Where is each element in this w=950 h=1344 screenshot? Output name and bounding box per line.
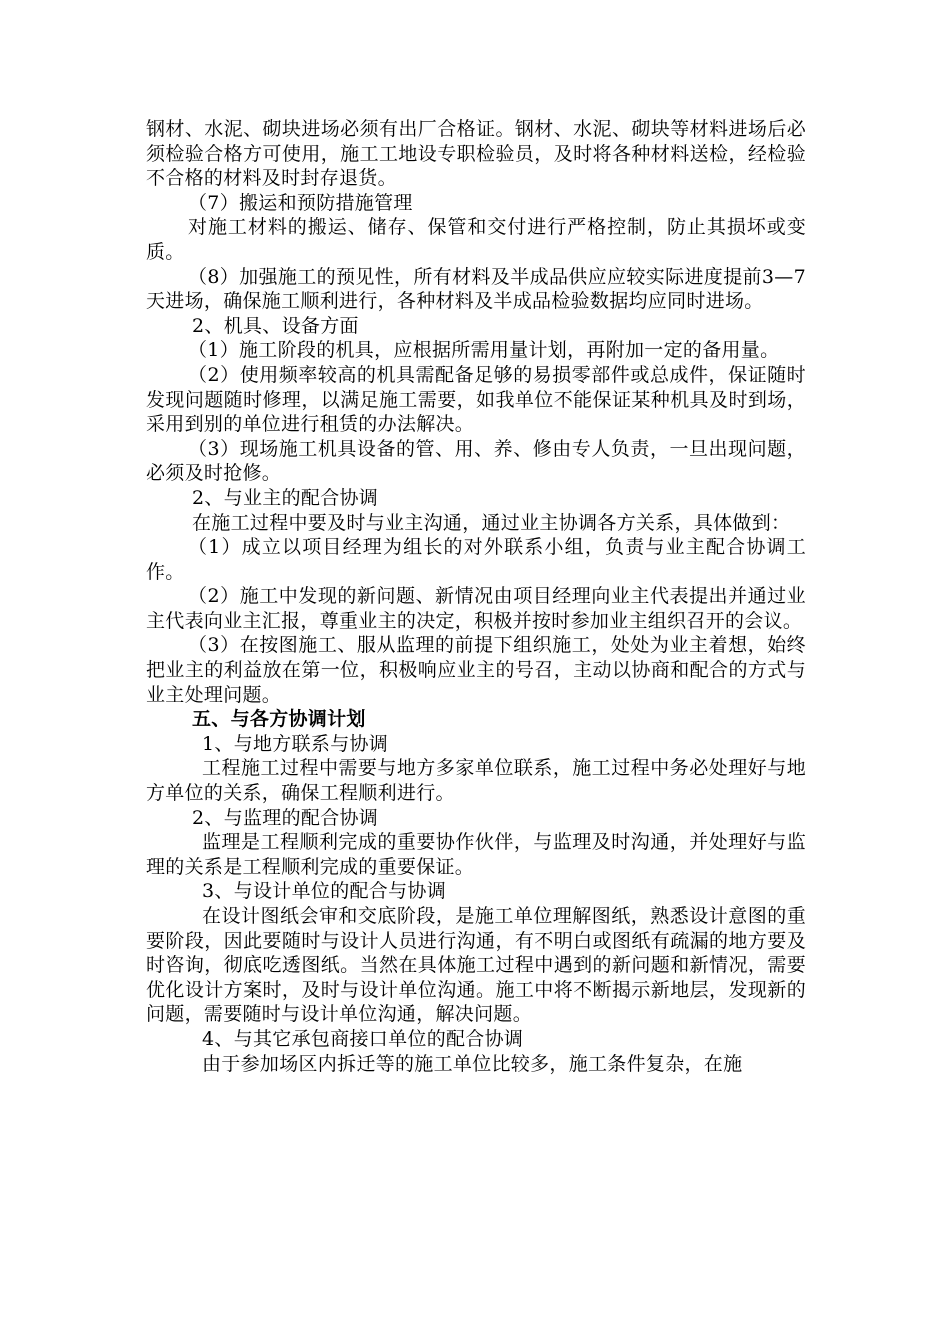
paragraph: （2）使用频率较高的机具需配备足够的易损零部件或总成件，保证随时发现问题随时修理，以满足施工需要，如我单位不能保证某种机具及时到场，采用到别的单位进行租赁的办法解决。 <box>146 363 806 436</box>
paragraph: （3）在按图施工、服从监理的前提下组织施工，处处为业主着想，始终把业主的利益放在第一位，积极响应业主的号召，主动以协商和配合的方式与业主处理问题。 <box>146 634 806 706</box>
paragraph: 监理是工程顺利完成的重要协作伙伴，与监理及时沟通，并处理好与监理的关系是工程顺利完成的重要保证。 <box>146 831 806 878</box>
paragraph: 在施工过程中要及时与业主沟通，通过业主协调各方关系，具体做到： <box>192 511 791 534</box>
document-body <box>146 117 806 1076</box>
chapter-heading: 五、与各方协调计划 <box>192 708 366 731</box>
paragraph: （1）施工阶段的机具，应根据所需用量计划，再附加一定的备用量。 <box>188 339 780 362</box>
paragraph: 由于参加场区内拆迁等的施工单位比较多，施工条件复杂，在施 <box>202 1052 743 1075</box>
paragraph: 钢材、水泥、砌块进场必须有出厂合格证。钢材、水泥、砌块等材料进场后必须检验合格方可使用，施工工地设专职检验员，及时将各种材料送检，经检验不合格的材料及时封存退货。 <box>146 118 806 190</box>
section-heading: 4、与其它承包商接口单位的配合协调 <box>202 1027 524 1050</box>
section-heading: 2、与业主的配合协调 <box>192 486 379 509</box>
paragraph: （2）施工中发现的新问题、新情况由项目经理向业主代表提出并通过业主代表向业主汇报，尊重业主的决定，积极并按时参加业主组织召开的会议。 <box>146 585 806 632</box>
paragraph: （3）现场施工机具设备的管、用、养、修由专人负责，一旦出现问题，必须及时抢修。 <box>146 437 806 485</box>
section-heading: 2、与监理的配合协调 <box>192 806 379 829</box>
paragraph: （8）加强施工的预见性，所有材料及半成品供应应较实际进度提前3—7天进场，确保施工顺利进行，各种材料及半成品检验数据均应同时进场。 <box>146 265 806 313</box>
paragraph: 在设计图纸会审和交底阶段，是施工单位理解图纸，熟悉设计意图的重要阶段，因此要随时与设计人员进行沟通，有不明白或图纸有疏漏的地方要及时咨询，彻底吃透图纸。当然在具体施工过程中遇到的新问题和新情况，需要优化设计方案时，及时与设计单位沟通。施工中将不断揭示新地层，发现新的问题，需要随时与设计单位沟通，解决问题。 <box>146 905 806 1026</box>
section-heading: 1、与地方联系与协调 <box>202 732 389 755</box>
paragraph: 工程施工过程中需要与地方多家单位联系，施工过程中务必处理好与地方单位的关系，确保工程顺利进行。 <box>146 757 806 805</box>
paragraph: 对施工材料的搬运、储存、保管和交付进行严格控制，防止其损坏或变质。 <box>146 216 806 263</box>
section-heading: 2、机具、设备方面 <box>192 314 359 337</box>
paragraph: （7）搬运和预防措施管理 <box>188 191 413 214</box>
section-heading: 3、与设计单位的配合与协调 <box>202 880 446 903</box>
paragraph: （1）成立以项目经理为组长的对外联系小组，负责与业主配合协调工作。 <box>146 536 806 583</box>
